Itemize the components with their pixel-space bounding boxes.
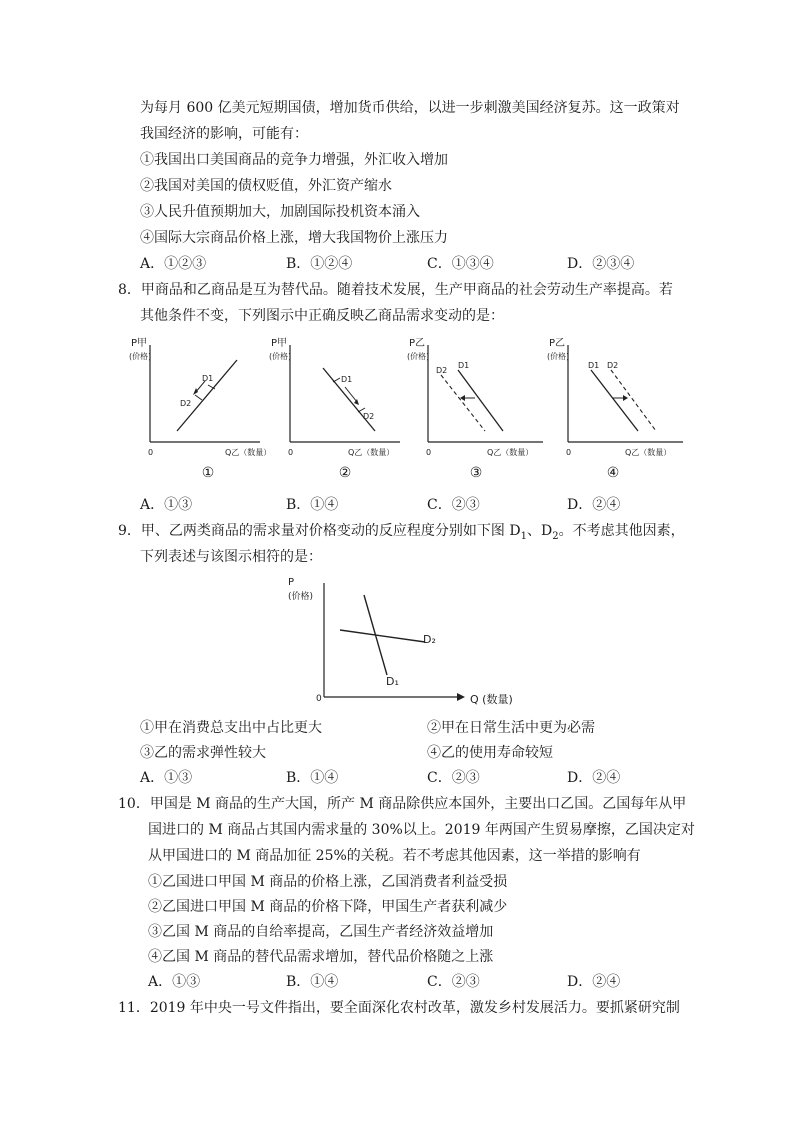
q8-g1-origin: 0 [148,448,154,457]
q9-ylabel: P [288,577,295,588]
q8-g3-xlabel: Q乙（数量） [487,448,534,457]
q8-option-a: A．①③ [140,497,193,513]
q8-g2-xlabel: Q乙（数量） [348,448,395,457]
q9-d2-line [340,630,425,642]
q10-option-a: A．①③ [148,974,201,990]
q8-g2-arrow [345,387,357,402]
q8-g4-dashed-line [611,370,656,431]
q9-origin: 0 [316,694,322,704]
q8-g3-curve1: D2 [436,366,448,375]
q7-line-1: 为每月 600 亿美元短期国债，增加货币供给，以进一步刺激美国经济复苏。这一政策对 [140,100,680,116]
q8-g2-ylabel: P甲 [271,338,288,349]
q8-g3-ysub: (价格) [407,352,430,361]
q8-graph-2 [265,335,410,465]
q10-option-c: C．②③ [427,974,480,990]
q8-g2-ysub: (价格) [269,352,292,361]
q10-statement-4: ④乙国 M 商品的替代品需求增加，替代品价格随之上涨 [148,949,494,965]
q8-option-b: B．①④ [286,497,339,513]
q8-g3-caption: ③ [469,465,483,481]
q9-line-2: 下列表述与该图示相符的是： [140,549,322,565]
q8-g3-origin: 0 [426,448,432,457]
q8-g2-curve2: D2 [363,412,375,421]
q7-statement-4: ④国际大宗商品价格上涨，增大我国物价上涨压力 [140,230,448,246]
q8-g2-origin: 0 [288,448,294,457]
q7-option-d: D．②③④ [567,256,635,272]
q10-statement-1: ①乙国进口甲国 M 商品的价格上涨，乙国消费者利益受损 [148,874,508,890]
q8-g4-caption: ④ [606,465,620,481]
q7-statement-1: ①我国出口美国商品的竞争力增强，外汇收入增加 [140,152,448,168]
q8-option-d: D．②④ [567,497,621,513]
q10-line-3: 从甲国进口的 M 商品加征 25%的关税。若不考虑其他因素，这一举措的影响有 [148,848,641,864]
q8-option-c: C．②③ [427,497,480,513]
q8-g1-xlabel: Q乙（数量） [225,448,272,457]
q9-line-1: 9．甲、乙两类商品的需求量对价格变动的反应程度分别如下图 $D_1$、$D_2$。不考虑其他因素， [118,523,685,542]
q8-graph-3 [403,335,553,465]
q9-d1-label: D₁ [386,675,399,688]
q10-option-d: D．②④ [567,974,621,990]
q8-g4-origin: 0 [566,448,572,457]
q9-option-d: D．②④ [567,770,621,786]
q8-g3-ylabel: P乙 [409,338,426,349]
q8-g3-curve2: D1 [458,361,470,370]
q9-xlabel: Q (数量) [470,693,513,706]
q9-statement-2: ②甲在日常生活中更为必需 [427,720,595,736]
q8-g4-xlabel: Q乙（数量） [625,448,672,457]
q9-statement-3: ③乙的需求弹性较大 [140,745,266,761]
q8-g1-ylabel: P甲 [131,338,148,349]
q10-line-2: 国进口的 M 商品占其国内需求量的 30%以上。2019 年两国产生贸易摩擦，乙国决定对 [148,822,695,838]
q7-option-c: C．①③④ [427,256,494,272]
q7-line-2: 我国经济的影响，可能有： [140,126,308,142]
q9-option-b: B．①④ [286,770,339,786]
q8-g3-dashed-line [441,375,485,431]
q9-statement-4: ④乙的使用寿命较短 [427,745,553,761]
q8-line-1: 8．甲商品和乙商品是互为替代品。随着技术发展，生产甲商品的社会劳动生产率提高。若 [118,282,673,298]
q11-line-1: 11．2019 年中央一号文件指出，要全面深化农村改革，激发乡村发展活力。要抓紧研究制 [118,1000,680,1016]
q9-d2-label: D₂ [423,633,436,646]
q8-g1-curve2: D2 [180,399,192,408]
q8-g4-solid-line [591,370,638,431]
q7-statement-2: ②我国对美国的债权贬值，外汇资产缩水 [140,178,392,194]
q8-g2-caption: ② [338,465,352,481]
q9-statement-1: ①甲在消费总支出中占比更大 [140,720,322,736]
q8-g2-curve1: D1 [341,375,353,384]
q7-option-b: B．①②④ [286,256,353,272]
q10-statement-3: ③乙国 M 商品的自给率提高，乙国生产者经济效益增加 [148,924,494,940]
q10-statement-2: ②乙国进口甲国 M 商品的价格下降，甲国生产者获利减少 [148,899,508,915]
q8-graph-4 [543,335,693,465]
q9-ysub: (价格) [288,592,314,602]
q8-g1-demand-line [177,360,237,431]
q10-option-b: B．①④ [286,974,339,990]
q8-g4-curve1: D1 [588,361,600,370]
q8-graph-1 [125,335,270,465]
q9-option-a: A．①③ [140,770,193,786]
q8-g4-ylabel: P乙 [549,338,566,349]
q7-option-a: A．①②③ [140,256,207,272]
q8-g1-caption: ① [201,465,215,481]
q10-line-1: 10．甲国是 M 商品的生产大国，所产 M 商品除供应本国外，主要出口乙国。乙国每年从甲 [118,796,687,812]
q8-g1-curve1: D1 [202,374,214,383]
q8-g4-curve2: D2 [607,361,619,370]
q8-g1-ysub: (价格) [129,352,152,361]
q8-line-2: 其他条件不变，下列图示中正确反映乙商品需求变动的是： [140,308,504,324]
q8-g4-ysub: (价格) [547,352,570,361]
q9-option-c: C．②③ [427,770,480,786]
q7-statement-3: ③人民升值预期加大，加剧国际投机资本涌入 [140,204,420,220]
q9-graph [280,575,520,710]
